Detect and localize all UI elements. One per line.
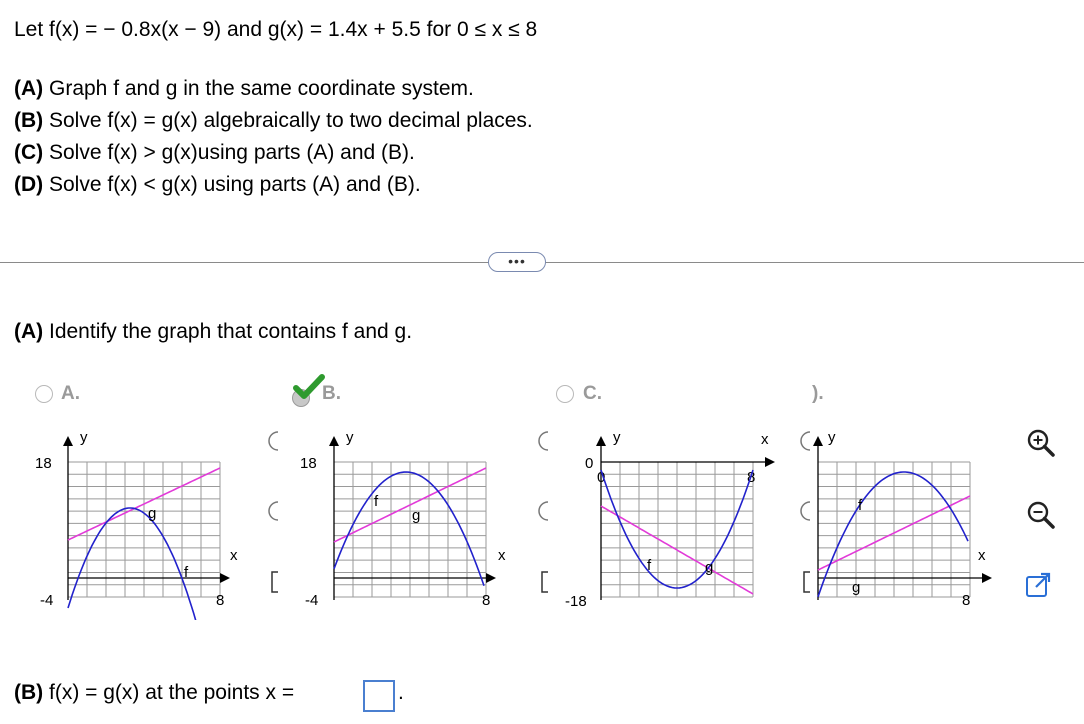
option-a-label[interactable]: A. xyxy=(61,383,80,404)
f-label: f xyxy=(374,493,379,510)
y-min-label: -4 xyxy=(305,592,319,609)
y-min-label: -4 xyxy=(40,592,54,609)
y-axis-arrow xyxy=(63,436,73,446)
x-axis-arrow xyxy=(486,573,496,583)
radio-option-a[interactable] xyxy=(35,385,53,403)
g-label: g xyxy=(148,505,157,522)
x-axis-arrow xyxy=(982,573,992,583)
part-d-label: (D) xyxy=(14,173,44,196)
y-max-label: 18 xyxy=(300,455,317,472)
checkmark-icon xyxy=(292,374,326,400)
x-axis-arrow xyxy=(220,573,230,583)
g-label: g xyxy=(852,579,861,596)
g-label: g xyxy=(412,507,421,524)
graph-option-c xyxy=(545,420,795,620)
y-axis-arrow xyxy=(329,436,339,446)
y-min-label: -18 xyxy=(565,593,587,610)
part-d-text: Solve f(x) < g(x) using parts (A) and (B). xyxy=(43,173,421,196)
part-a-text: Graph f and g in the same coordinate system. xyxy=(43,77,474,100)
x-max-label: 8 xyxy=(216,592,225,609)
y-axis-label: y xyxy=(828,429,836,446)
y-top-label: 0 xyxy=(585,455,594,472)
question-part-a xyxy=(14,77,474,101)
g-label: g xyxy=(705,559,714,576)
x-axis-label: x xyxy=(230,547,238,564)
x-axis-arrow xyxy=(765,457,775,467)
x-axis-label: x xyxy=(498,547,506,564)
part-b-label: (B) xyxy=(14,109,44,132)
y-max-label: 18 xyxy=(35,455,52,472)
x-max-label: 8 xyxy=(962,592,971,609)
curve-f xyxy=(334,472,484,586)
y-axis-label: y xyxy=(346,429,354,446)
part-a-prompt-text: Identify the graph that contains f and g. xyxy=(43,320,413,343)
question-part-b xyxy=(14,109,533,133)
zoom-out-icon[interactable] xyxy=(1026,500,1056,530)
y-axis-arrow xyxy=(813,436,823,446)
show-more-button[interactable]: ••• xyxy=(488,252,546,272)
part-b-text: Solve f(x) = g(x) algebraically to two decimal places. xyxy=(43,109,533,132)
answer-input-box[interactable] xyxy=(363,680,395,712)
graph-option-b xyxy=(270,420,520,620)
part-a-label: (A) xyxy=(14,77,44,100)
part-b-answer-line xyxy=(14,681,294,705)
part-c-text: Solve f(x) > g(x)using parts (A) and (B). xyxy=(43,141,415,164)
part-b-answer-label: (B) xyxy=(14,681,44,704)
question-part-c xyxy=(14,141,415,165)
zoom-in-icon[interactable] xyxy=(1026,428,1056,458)
question-intro: Let f(x) = − 0.8x(x − 9) and g(x) = 1.4x + 5.5 for 0 ≤ x ≤ 8 xyxy=(14,18,538,41)
x-axis-label: x xyxy=(978,547,986,564)
option-c-label[interactable]: C. xyxy=(583,383,602,404)
x-axis-label: x xyxy=(761,431,769,448)
option-b-label[interactable]: B. xyxy=(322,383,341,404)
open-new-window-icon[interactable] xyxy=(1024,570,1054,600)
question-part-d xyxy=(14,173,421,197)
graph-option-a xyxy=(0,420,250,620)
x-max-label: 8 xyxy=(747,469,756,486)
f-label: f xyxy=(858,497,863,514)
part-b-answer-text: f(x) = g(x) at the points x = xyxy=(43,681,295,704)
part-b-suffix: . xyxy=(398,681,404,704)
x-max-label: 8 xyxy=(482,592,491,609)
option-d-label[interactable]: ). xyxy=(812,383,824,404)
f-label: f xyxy=(184,564,189,581)
radio-option-c[interactable] xyxy=(556,385,574,403)
part-a-prompt xyxy=(14,320,412,344)
part-c-label: (C) xyxy=(14,141,44,164)
part-a-prompt-label: (A) xyxy=(14,320,44,343)
y-axis-arrow xyxy=(596,436,606,446)
f-label: f xyxy=(647,557,652,574)
graph-option-d xyxy=(800,420,1010,620)
y-axis-label: y xyxy=(613,429,621,446)
origin-label: 0 xyxy=(597,469,606,486)
y-axis-label: y xyxy=(80,429,88,446)
